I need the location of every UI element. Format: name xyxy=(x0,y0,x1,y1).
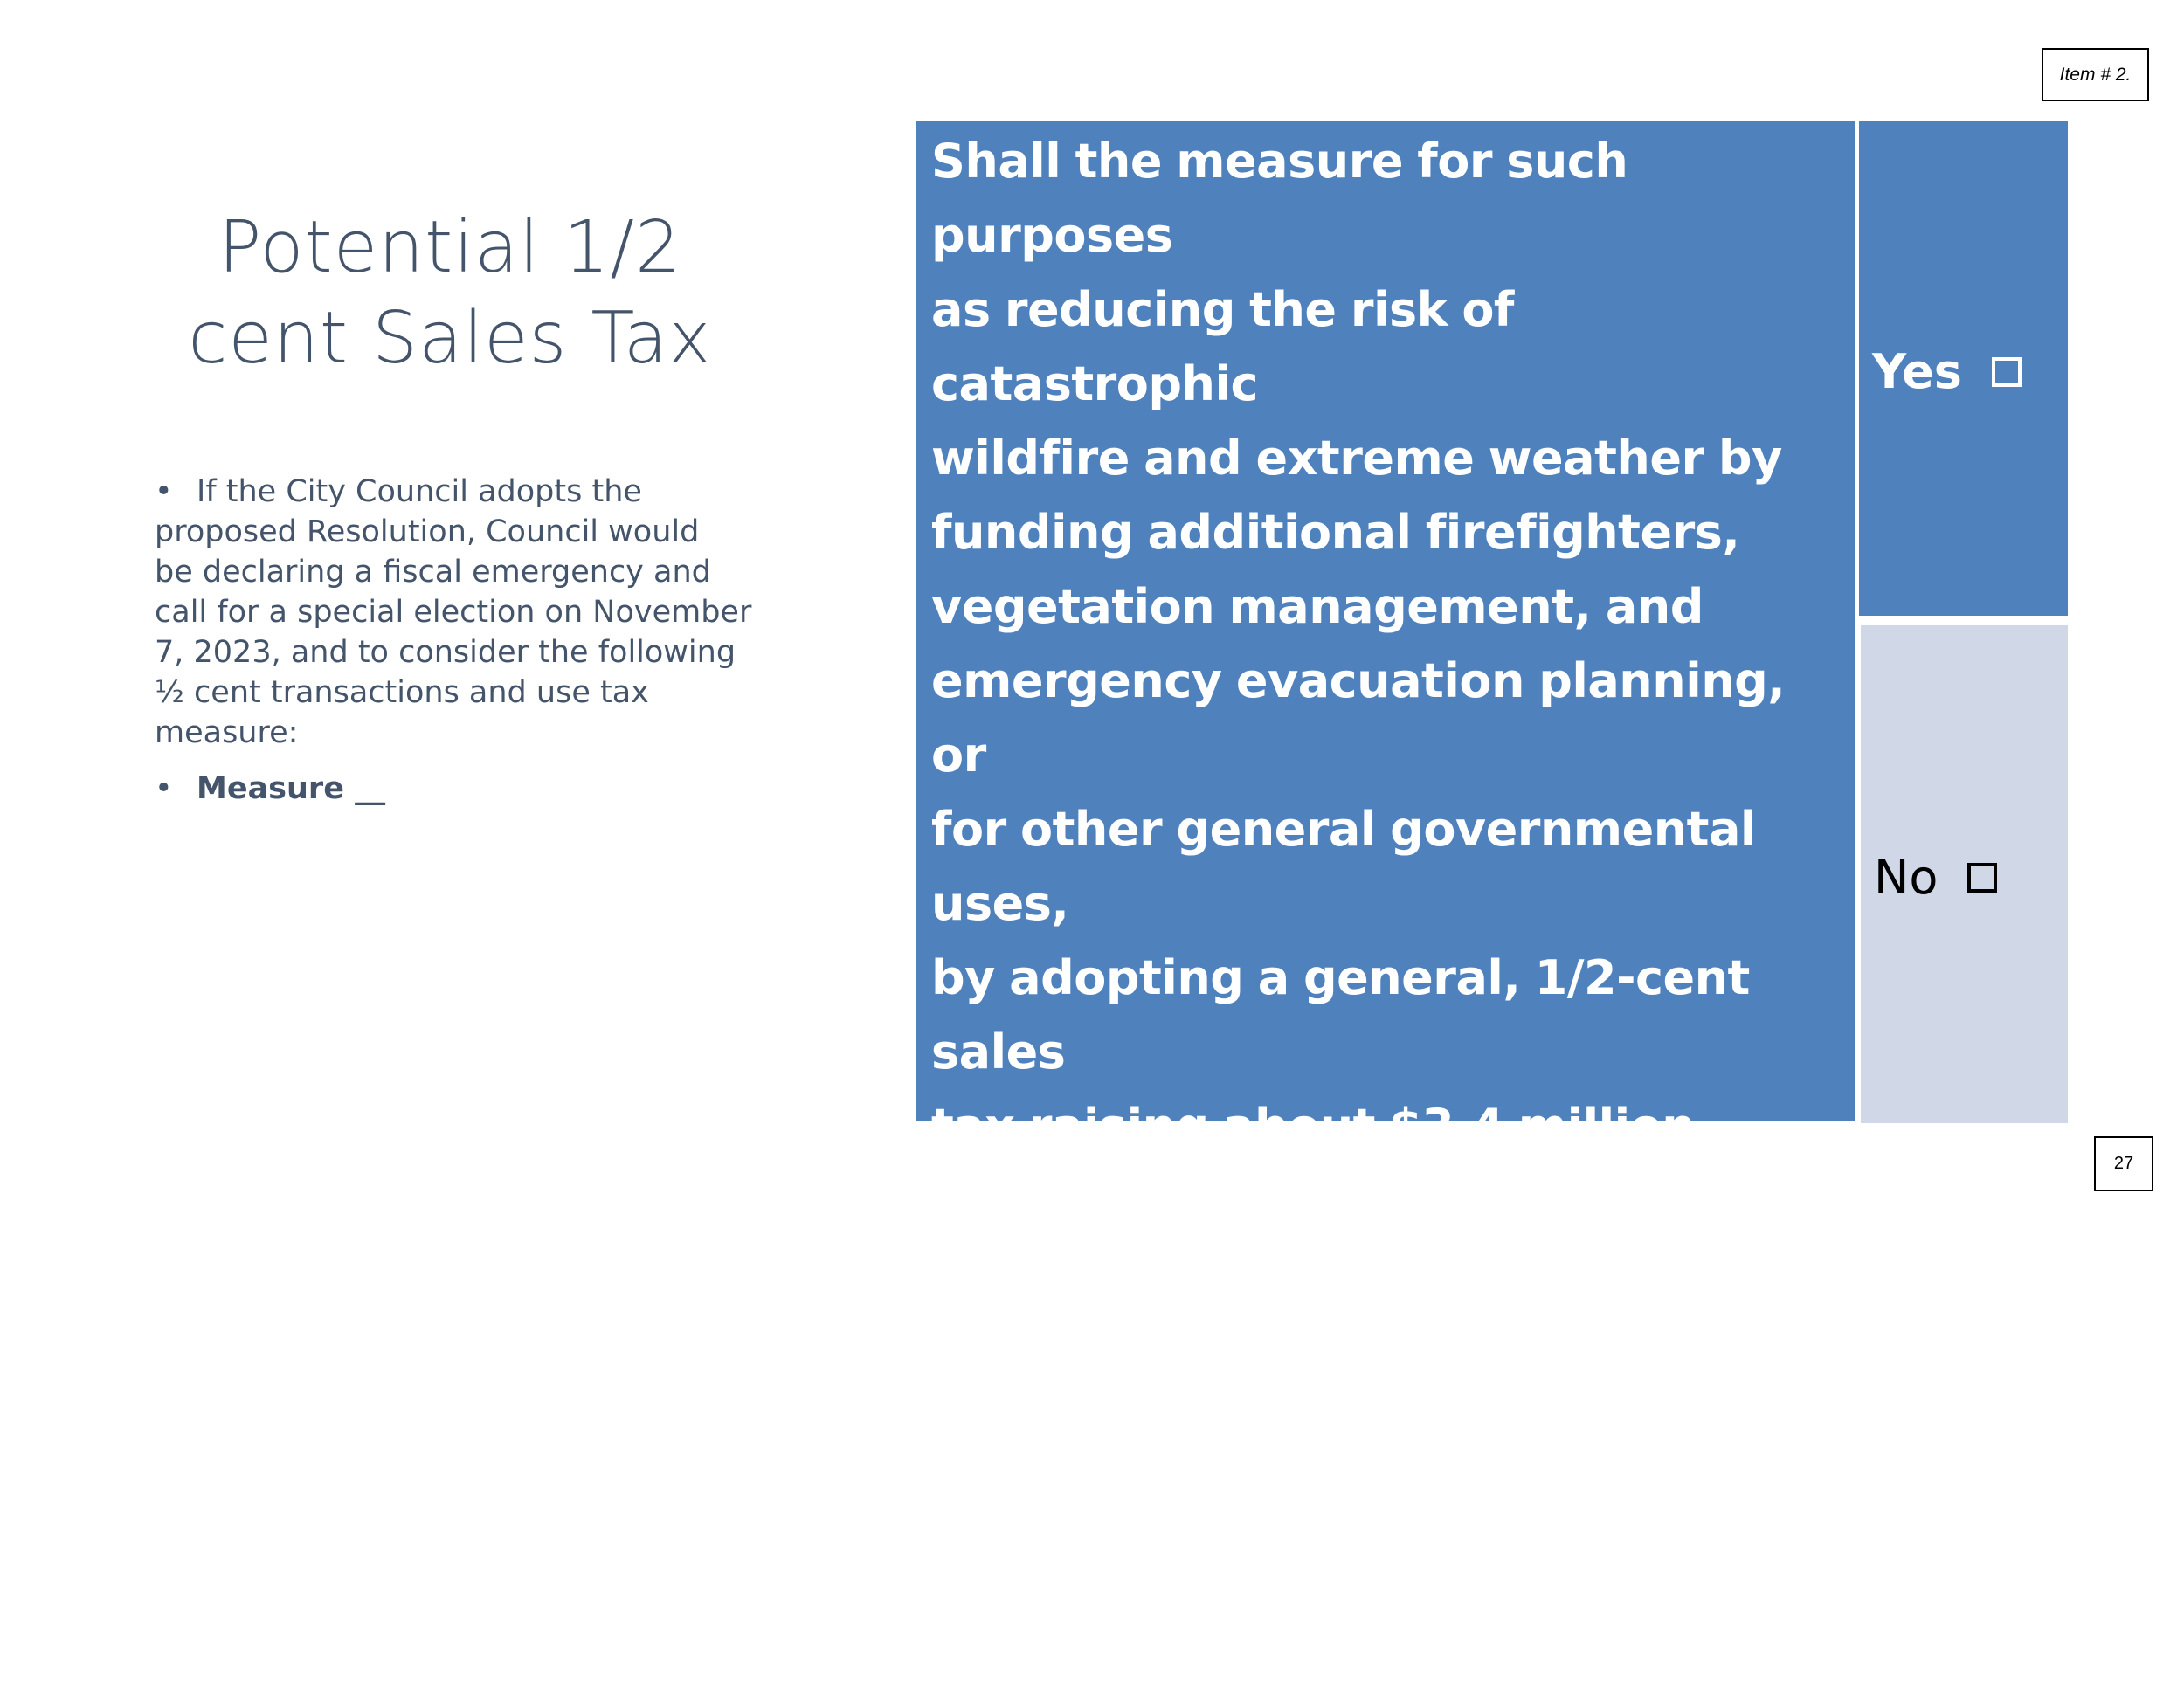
bullet-list xyxy=(155,472,766,823)
yes-checkbox-icon xyxy=(1992,357,2022,387)
yes-label: Yes xyxy=(1872,344,1962,399)
yes-option xyxy=(1872,344,2022,399)
no-option-box xyxy=(1861,625,2068,1123)
bullet-item-measure xyxy=(155,769,766,809)
no-label: No xyxy=(1874,850,1939,905)
bullet-line: be declaring a fiscal emergency and xyxy=(155,555,711,590)
slide-title-line-2: cent Sales Tax xyxy=(188,297,712,380)
bullet-line: proposed Resolution, Council would xyxy=(155,514,700,549)
ballot-question-box xyxy=(916,121,1855,1673)
bullet-line: • If the City Council adopts the xyxy=(155,472,766,512)
bullet-dot-icon: • xyxy=(155,474,173,509)
slide-title xyxy=(135,203,764,384)
yes-option-box xyxy=(1859,121,2068,616)
bullet-dot-icon: • xyxy=(155,771,173,806)
bullet-line: measure: xyxy=(155,715,299,750)
no-option xyxy=(1874,850,1997,905)
item-number-label: Item # 2. xyxy=(2042,48,2149,101)
measure-label: Measure __ xyxy=(197,771,386,806)
page-number: 27 xyxy=(2094,1136,2153,1191)
no-checkbox-icon xyxy=(1967,863,1997,893)
bullet-line: call for a special election on November xyxy=(155,595,752,630)
bullet-line: 7, 2023, and to consider the following xyxy=(155,635,736,670)
bullet-item-resolution xyxy=(155,472,766,753)
bullet-line: ½ cent transactions and use tax xyxy=(155,675,649,710)
slide-title-line-1: Potential 1/2 xyxy=(218,206,682,289)
ballot-question-text: Shall the measure for such purposes as reducing the risk of catastrophic wildfire and extreme weather by funding additional firefighters, vegetation management, and emergency evacuation planning, or for other general governmental uses, by adopting a general, 1/2-cent sales tax raising about $3.4 million yearly, with annual audits and a citizens’ oversight committee, effective for 10 years or until voters end it sooner, be adopted? xyxy=(931,134,1828,1673)
